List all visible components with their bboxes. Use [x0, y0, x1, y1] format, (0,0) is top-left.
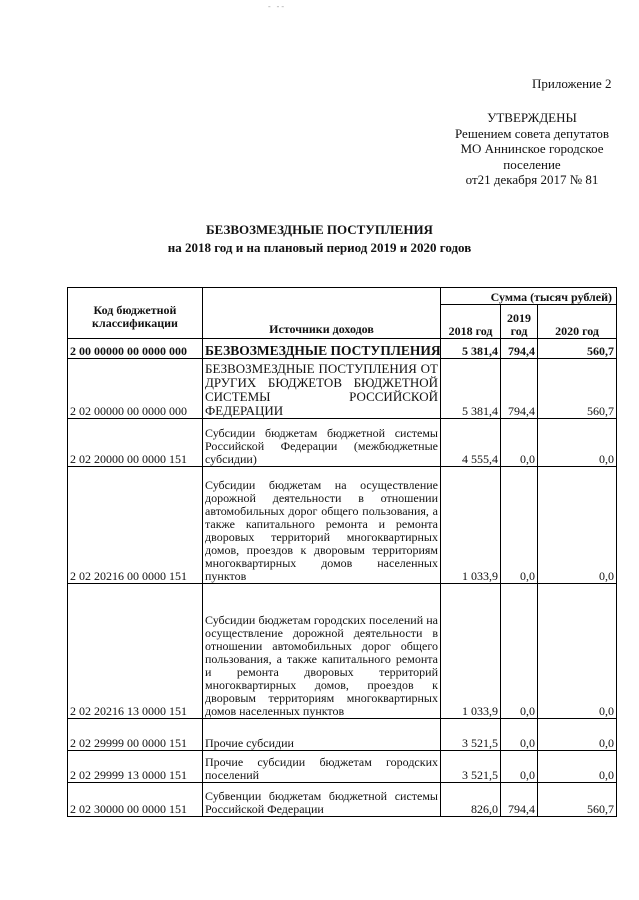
- row-source: Субсидии бюджетам городских поселений на осуществление дорожной деятельности в отношении автомобильных дорог общего пользования, а также капитального ремонта и ремонта дворовых территорий многоквартирных домов, проездов к дворовым территориям многоквартирных домов населенных пунктов: [203, 584, 441, 719]
- row-2019: 0,0: [501, 751, 538, 783]
- approval-line: от21 декабря 2017 № 81: [465, 172, 599, 187]
- row-2019: 0,0: [501, 719, 538, 751]
- approval-line: Решением совета депутатов: [455, 125, 609, 141]
- table-row: [68, 359, 617, 419]
- row-2019: 0,0: [501, 467, 538, 584]
- top-mark: - --: [268, 2, 286, 11]
- row-2018: 3 521,5: [441, 751, 501, 783]
- header-sum: Сумма (тысяч рублей): [441, 288, 617, 305]
- row-code: 2 02 20216 13 0000 151: [68, 584, 203, 719]
- header-2020: 2020 год: [538, 305, 617, 339]
- row-source: Субсидии бюджетам бюджетной системы Российской Федерации (межбюджетные субсидии): [203, 419, 441, 467]
- title-line-1: БЕЗВОЗМЕЗДНЫЕ ПОСТУПЛЕНИЯ: [206, 222, 433, 237]
- row-2019: 0,0: [501, 419, 538, 467]
- row-2020: 0,0: [538, 751, 617, 783]
- approval-line: УТВЕРЖДЕНЫ: [487, 110, 577, 125]
- table-row: [68, 751, 617, 783]
- header-2019: 2019 год: [501, 305, 538, 339]
- row-code: 2 02 20000 00 0000 151: [68, 419, 203, 467]
- row-source: Прочие субсидии бюджетам городских поселений: [203, 751, 441, 783]
- row-2020: 0,0: [538, 719, 617, 751]
- row-source: Субвенции бюджетам бюджетной системы Российской Федерации: [203, 783, 441, 817]
- table-header-row: [68, 288, 617, 305]
- row-code: 2 02 29999 13 0000 151: [68, 751, 203, 783]
- revenue-table: [67, 287, 617, 817]
- row-code: 2 02 29999 00 0000 151: [68, 719, 203, 751]
- table-row: [68, 419, 617, 467]
- row-2018: 3 521,5: [441, 719, 501, 751]
- header-2018: 2018 год: [441, 305, 501, 339]
- header-code: Код бюджетной классификации: [68, 288, 203, 339]
- title-line-2: на 2018 год и на плановый период 2019 и 2020 годов: [167, 240, 472, 255]
- row-2018: 1 033,9: [441, 584, 501, 719]
- row-2020: 560,7: [538, 359, 617, 419]
- approval-line: МО Аннинское городское: [460, 141, 604, 156]
- row-source: БЕЗВОЗМЕЗДНЫЕ ПОСТУПЛЕНИЯ: [203, 339, 441, 359]
- row-2020: 0,0: [538, 467, 617, 584]
- row-2018: 1 033,9: [441, 467, 501, 584]
- document-title: [0, 221, 639, 257]
- table-row: [68, 584, 617, 719]
- appendix-label: Приложение 2: [532, 76, 612, 91]
- row-code: 2 02 00000 00 0000 000: [68, 359, 203, 419]
- row-source: БЕЗВОЗМЕЗДНЫЕ ПОСТУПЛЕНИЯ ОТ ДРУГИХ БЮДЖЕТОВ БЮДЖЕТНОЙ СИСТЕМЫ РОССИЙСКОЙ ФЕДЕРАЦИИ: [203, 359, 441, 419]
- row-2020: 0,0: [538, 584, 617, 719]
- approval-line: поселение: [503, 156, 561, 172]
- row-2020: 560,7: [538, 783, 617, 817]
- row-2019: 794,4: [501, 359, 538, 419]
- table-row: [68, 783, 617, 817]
- table-row: [68, 339, 617, 359]
- row-2019: 0,0: [501, 584, 538, 719]
- row-2018: 5 381,4: [441, 339, 501, 359]
- header-source: Источники доходов: [203, 288, 441, 339]
- row-2018: 826,0: [441, 783, 501, 817]
- row-source: Субсидии бюджетам на осуществление дорожной деятельности в отношении автомобильных дорог общего пользования, а также капитального ремонта и ремонта дворовых территорий многоквартирных домов, проездов к дворовым территориям многоквартирных домов населенных пунктов: [203, 467, 441, 584]
- table-row: [68, 467, 617, 584]
- row-2019: 794,4: [501, 339, 538, 359]
- row-2019: 794,4: [501, 783, 538, 817]
- row-2018: 4 555,4: [441, 419, 501, 467]
- row-2020: 0,0: [538, 419, 617, 467]
- table-row: [68, 719, 617, 751]
- approval-block: [440, 110, 624, 188]
- row-source: Прочие субсидии: [203, 719, 441, 751]
- row-code: 2 02 20216 00 0000 151: [68, 467, 203, 584]
- row-code: 2 00 00000 00 0000 000: [68, 339, 203, 359]
- row-code: 2 02 30000 00 0000 151: [68, 783, 203, 817]
- row-2020: 560,7: [538, 339, 617, 359]
- row-2018: 5 381,4: [441, 359, 501, 419]
